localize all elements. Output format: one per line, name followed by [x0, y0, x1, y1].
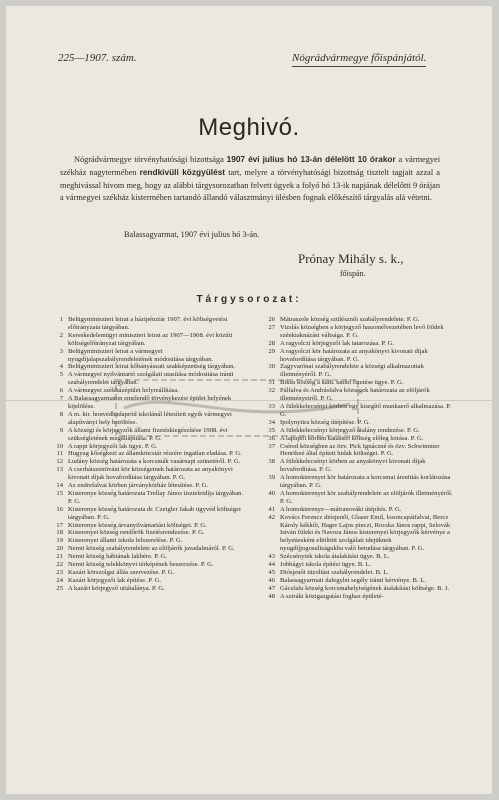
agenda-item-number: 7 [59, 395, 63, 403]
agenda-item-number: 38 [268, 458, 275, 466]
agenda-item-number: 34 [268, 418, 275, 426]
agenda-item-number: 33 [268, 402, 275, 410]
agenda-item-number: 14 [56, 482, 63, 490]
agenda-item-number: 30 [268, 363, 275, 371]
document-page [6, 6, 492, 794]
agenda-item-text: Kazári körszolgai állás szervezése. P. G. [68, 569, 175, 576]
agenda-item-number: 27 [268, 323, 275, 331]
agenda-column-left [54, 316, 244, 593]
agenda-item-number: 37 [268, 442, 275, 450]
agenda-column-right [266, 316, 454, 601]
agenda-item-text: Kereskedelemügyi miniszteri leirat az 1907—1908. évi közúti költségelőirányzat tárgyában. [68, 331, 233, 347]
agenda-item [54, 522, 244, 530]
agenda-item-number: 41 [268, 505, 275, 513]
agenda-item-text: A vármegyei nyilvántartó szolgálati utasítása módositása iránti szabályrendelet tárgyában. [68, 371, 234, 387]
agenda-item-number: 39 [268, 474, 275, 482]
agenda-item-number: 28 [268, 339, 275, 347]
agenda-item-text: Gácsfalu község korcsmahelyiségének átalakítási költsége. B. J. [280, 584, 450, 592]
agenda-item [266, 316, 454, 324]
agenda-item-text: A homokterenye—mátranováki útépítés. P. G. [280, 505, 402, 513]
agenda-item [54, 443, 244, 451]
agenda-item-text: A ragyolczi kör határozata az anyakönyvi kivonati díjak hovafordítása tárgyában. P. G. [280, 347, 428, 363]
agenda-item-text: Szécsényiek iskola átalakítási ügye. B. L. [280, 553, 390, 561]
agenda-item-number: 10 [56, 442, 63, 450]
agenda-item-number: 12 [56, 458, 63, 466]
agenda-item [54, 482, 244, 490]
reference-number: 225—1907. szám. [58, 52, 137, 64]
agenda-item [54, 466, 244, 482]
agenda-item-number: 4 [59, 363, 63, 371]
place-date: Balassagyarmat, 1907 évi julius hó 3-án. [124, 230, 260, 239]
document-title: Meghivó. [198, 114, 300, 141]
agenda-item [266, 593, 454, 601]
agenda-item [54, 458, 244, 466]
agenda-item [266, 340, 454, 348]
agenda-item-number: 21 [56, 553, 63, 561]
agenda-item-text: A m. kir. honvédhadapród iskolánál létesített egyik vármegyei alapítványi hely betöltése. [68, 410, 232, 426]
agenda-item-text: Belügyminiszteri leirat a házipénztár 1907. évi költségvetési előirányzata tárgyában. [68, 316, 228, 331]
agenda-item-text: A homokterenyei kör határozata a korcsmai ársnittás korlátozása tárgyában. P. G. [280, 474, 451, 490]
agenda-item [54, 450, 244, 458]
agenda-item-number: 48 [268, 592, 275, 600]
agenda-item-number: 3 [59, 347, 63, 355]
invitation-text: Nógrádvármegye törvényhatósági bizottsága 1907 évi julius hó 13-án délelött 10 órakor a vármegyei székház nagytermében rendkivüli közgyülést tart, melyre a törvényhatósági bizottság tisztelt tagjait azzal a meghivással hivom meg, hogy az alábbi tárgysorozatban felvett ügyek a folyó hó 13-ik napjának délelőtti 9 órájan a vármegyei székház kisterméhen tartandó állandó választmányi ülésben fognak előkészítő tárgyalás alá vétetni. [60, 154, 441, 203]
agenda-item [54, 363, 244, 371]
agenda-item [54, 553, 244, 561]
agenda-item-number: 46 [268, 576, 275, 584]
agenda-item [266, 474, 454, 490]
agenda-item-number: 44 [268, 561, 275, 569]
agenda-item [266, 458, 454, 474]
agenda-item-text: Kisterenyei község rendőrök fizetésrendezése. P. G. [68, 529, 205, 537]
agenda-item-number: 8 [59, 410, 63, 418]
signer-name: Prónay Mihály s. k., [298, 251, 404, 266]
agenda-item [54, 561, 244, 569]
agenda-item-number: 1 [59, 316, 63, 323]
agenda-item [266, 569, 454, 577]
agenda-item-text: Cséred községben az özv. Pick Ignáczné és özv. Schwimmer Henrikné által épített hidak költségei. P. G. [280, 442, 440, 458]
agenda-item-text: A ragyolczi körjegyzői lak tatarozása. P. G. [280, 339, 395, 347]
agenda-item-number: 35 [268, 426, 275, 434]
agenda-item [54, 545, 244, 553]
agenda-item [54, 577, 244, 585]
agenda-item-number: 45 [268, 569, 275, 576]
agenda-item-text: Pálfalva és Andrásfalva községek határozata az elöljárók illetményeiről. P. G. [280, 387, 430, 403]
agenda-item-number: 13 [56, 466, 63, 474]
agenda-item-number: 31 [268, 379, 275, 387]
agenda-item-text: Nemti község telekkönyvi térképének beszerzése. P. G. [68, 561, 214, 569]
agenda-item-text: Ludány község határozata a korcsmák vasárnapi szünetéről. P. G. [68, 458, 241, 466]
agenda-item-number: 47 [268, 584, 275, 592]
agenda-item-number: 15 [56, 489, 63, 497]
agenda-title: Tárgysorozat: [196, 294, 302, 305]
agenda-item [266, 585, 454, 593]
agenda-item [54, 332, 244, 348]
agenda-item-text: Vizslás községben a körjegyző haszonélvezetében levő földek szénkiaknázási váltsága. P. G. [280, 323, 444, 339]
agenda-item-text: Belügyminiszteri leirat a vármegyei nyugdíjalapszabályrendeletének módositása tárgyában. [68, 347, 214, 363]
signer-role: főispán. [340, 269, 366, 278]
agenda-item [54, 585, 244, 593]
agenda-item [266, 348, 454, 364]
agenda-item-number: 16 [56, 505, 63, 513]
agenda-item-number: 23 [56, 569, 63, 576]
agenda-item-number: 9 [59, 426, 63, 434]
agenda-item [266, 443, 454, 459]
agenda-item-text: Az endrefalvai körben járványkórház létesítése. P. G. [68, 482, 209, 490]
agenda-item-text: Zagyvarónai szabályrendelete a községi alkalmazottak illetményéről. P. G. [280, 363, 424, 379]
agenda-item-number: 18 [56, 529, 63, 537]
agenda-item-text: Kisterenye község határozata Trellay János tiszteletdíja tárgyában. P. G. [68, 489, 244, 505]
agenda-item-text: Ipolynyitra község útépítése. P. G. [280, 418, 371, 426]
agenda-item-number: 26 [268, 316, 275, 323]
agenda-item-text: Mátraszele község szülésznői szabályrendelete. P. G. [280, 316, 420, 323]
agenda-item-number: 24 [56, 576, 63, 584]
agenda-item-number: 17 [56, 521, 63, 529]
agenda-item-number: 42 [268, 513, 275, 521]
agenda-item-text: Nemti község hábiának lakbére. P. G. [68, 553, 167, 561]
agenda-item-number: 19 [56, 537, 63, 545]
agenda-item-text: A Balassagyarmaton emelendő törvénykezési épület helyének kijelölése. [68, 395, 232, 410]
agenda-item [266, 506, 454, 514]
agenda-item-text: Kisterenyei állami iskola felszerelése. P. G. [68, 537, 183, 545]
agenda-item-text: Nemti község szabályrendelete az elöljárók javadalmáról. P. G. [68, 545, 235, 553]
agenda-item-text: Kovács Ferencz diósjenői, Glaser Emil, losoncapátfalvai, Bercz Károly kékkői, Hager Lajos pinczi, Rocska János rappi, Selovák István füleki és Navora János kisterenyei körjegyzők kérvénye a helyettesként eltöltött szolgálati idejüknek nyugdíjjogosultságukba való betudása tárgyában. P. G. [280, 513, 451, 553]
agenda-item-text: A sziráki közigazgatási foghaz épületé- [280, 592, 384, 600]
agenda-item-text: Diósjenői tüzoltási szabályrendelet. B. L. [280, 569, 389, 576]
agenda-item-number: 6 [59, 387, 63, 395]
agenda-item-text: A fülekkelecsényi körben egy kisegítő munkaerő alkalmazása. P. G. [280, 402, 451, 418]
agenda-item-text: A községi és körjegyzők állami fizetéskiegészítése 1908. évi szükségletének megállapítása. P. G. [68, 426, 228, 442]
agenda-item-number: 43 [268, 553, 275, 561]
agenda-item-number: 11 [56, 450, 63, 458]
agenda-item [54, 537, 244, 545]
agenda-item-text: Belügyminiszteri leirat kőbányászati szakképzettség tárgyában. [68, 363, 236, 371]
agenda-item-number: 29 [268, 347, 275, 355]
agenda-item-number: 40 [268, 489, 275, 497]
agenda-item [54, 529, 244, 537]
agenda-item [266, 577, 454, 585]
agenda-item-text: A homokterenyei kör szabályrendelete az elöljárók illetményéről. P. G. [280, 489, 453, 505]
agenda-item [266, 553, 454, 561]
issuing-office: Nógrádvármegye főispánjától. [292, 52, 426, 67]
agenda-item [54, 490, 244, 506]
agenda-item-text: A cserhátszentiváni kör községeinek határozata az anyakönyvi kivonati díjak hovafordítása tárgyában. P. G. [68, 466, 233, 482]
agenda-item-number: 20 [56, 545, 63, 553]
agenda-item-text: A kazári körjegyző utiátalánya. P. G. [68, 584, 165, 592]
agenda-item [54, 569, 244, 577]
agenda-item-text: A lapujtői körben katasteri költség előleg leirása. P. G. [280, 434, 424, 442]
agenda-item [54, 316, 244, 332]
agenda-item-text: Jobbágyi iskola építési ügye. B. L. [280, 561, 372, 569]
agenda-item [266, 324, 454, 340]
agenda-item-number: 22 [56, 561, 63, 569]
agenda-item-text: Hugyag kőségkezi az államkincstár részére ingatlan eladása. P. G. [68, 450, 242, 458]
agenda-item [266, 514, 454, 554]
agenda-item-text: A vármegyei székházépület helyreállítása. [68, 387, 179, 395]
agenda-item-text: A rappi körjegyzői lak ügye. P. G. [68, 442, 158, 450]
agenda-item [54, 348, 244, 364]
faded-stamp-mark [114, 376, 360, 440]
agenda-item-number: 25 [56, 584, 63, 592]
agenda-item-number: 36 [268, 434, 275, 442]
agenda-item [54, 506, 244, 522]
agenda-item-text: Kisterenye község határozata dr. Czeigler Jakab ügyvéd költségei tárgyában. P. G. [68, 505, 241, 521]
agenda-item-number: 2 [59, 331, 63, 339]
agenda-item-text: A fülekkelecsényi körjegyző átalány rendezése. P. G. [280, 426, 420, 434]
agenda-item [266, 561, 454, 569]
agenda-item-text: Kisterenye község árvanyilvántartási költségei. P. G. [68, 521, 207, 529]
agenda-item-text: A fülekkelecsényi körben az anyakönyvi kivonati díjak hovafordítása. P. G. [280, 458, 426, 474]
agenda-item-text: Bikus község a kath. tanító fizetése ügye. P. G. [280, 379, 404, 387]
agenda-item [266, 490, 454, 506]
agenda-item-number: 5 [59, 371, 63, 379]
agenda-item-text: Kazári körjegyzői lak építése. P. G. [68, 576, 162, 584]
agenda-item-text: Balassagyarmati dalegylet segély iránti kérvénye. B. L. [280, 576, 426, 584]
agenda-item-number: 32 [268, 387, 275, 395]
